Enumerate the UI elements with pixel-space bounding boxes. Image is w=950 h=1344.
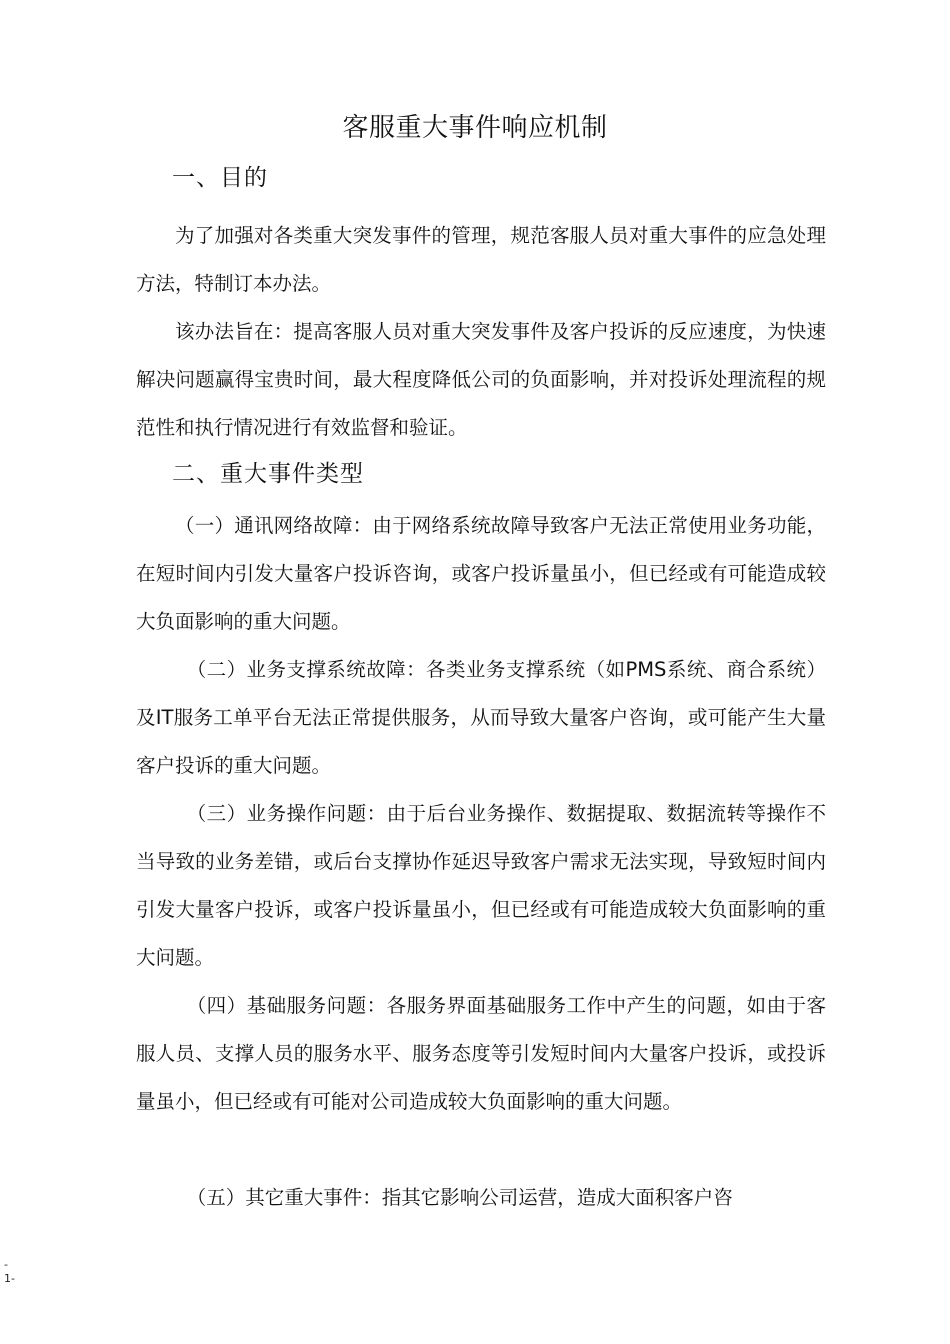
page-number: 1- [4,1272,15,1285]
page-footer [4,1258,15,1286]
paragraph: 该办法旨在：提高客服人员对重大突发事件及客户投诉的反应速度，为快速解决问题赢得宝贵时间，最大程度降低公司的负面影响，并对投诉处理流程的规范性和执行情况进行有效监督和验证。 [136,320,826,439]
document-title: 客服重大事件响应机制 [342,113,608,143]
paragraph: （二）业务支撑系统故障：各类业务支撑系统（如PMS系统、商合系统）及IT服务工单平台无法正常提供服务，从而导致大量客户咨询，或可能产生大量客户投诉的重大问题。 [136,658,826,777]
footer-dash: - [4,1258,8,1271]
paragraph: （五）其它重大事件：指其它影响公司运营，造成大面积客户咨 [186,1186,733,1209]
paragraph: 为了加强对各类重大突发事件的管理，规范客服人员对重大事件的应急处理方法，特制订本办法。 [136,224,826,295]
paragraph: （三）业务操作问题：由于后台业务操作、数据提取、数据流转等操作不当导致的业务差错，或后台支撑协作延迟导致客户需求无法实现，导致短时间内引发大量客户投诉，或客户投诉量虽小，但已经或有可能造成较大负面影响的重大问题。 [136,802,826,969]
paragraph: （四）基础服务问题：各服务界面基础服务工作中产生的问题，如由于客服人员、支撑人员的服务水平、服务态度等引发短时间内大量客户投诉，或投诉量虽小，但已经或有可能对公司造成较大负面影响的重大问题。 [136,994,826,1113]
section-heading-purpose: 一、目的 [172,165,268,191]
paragraph: （一）通讯网络故障：由于网络系统故障导致客户无法正常使用业务功能，在短时间内引发大量客户投诉咨询，或客户投诉量虽小，但已经或有可能造成较大负面影响的重大问题。 [136,514,826,633]
section-heading-event-types: 二、重大事件类型 [172,461,364,487]
